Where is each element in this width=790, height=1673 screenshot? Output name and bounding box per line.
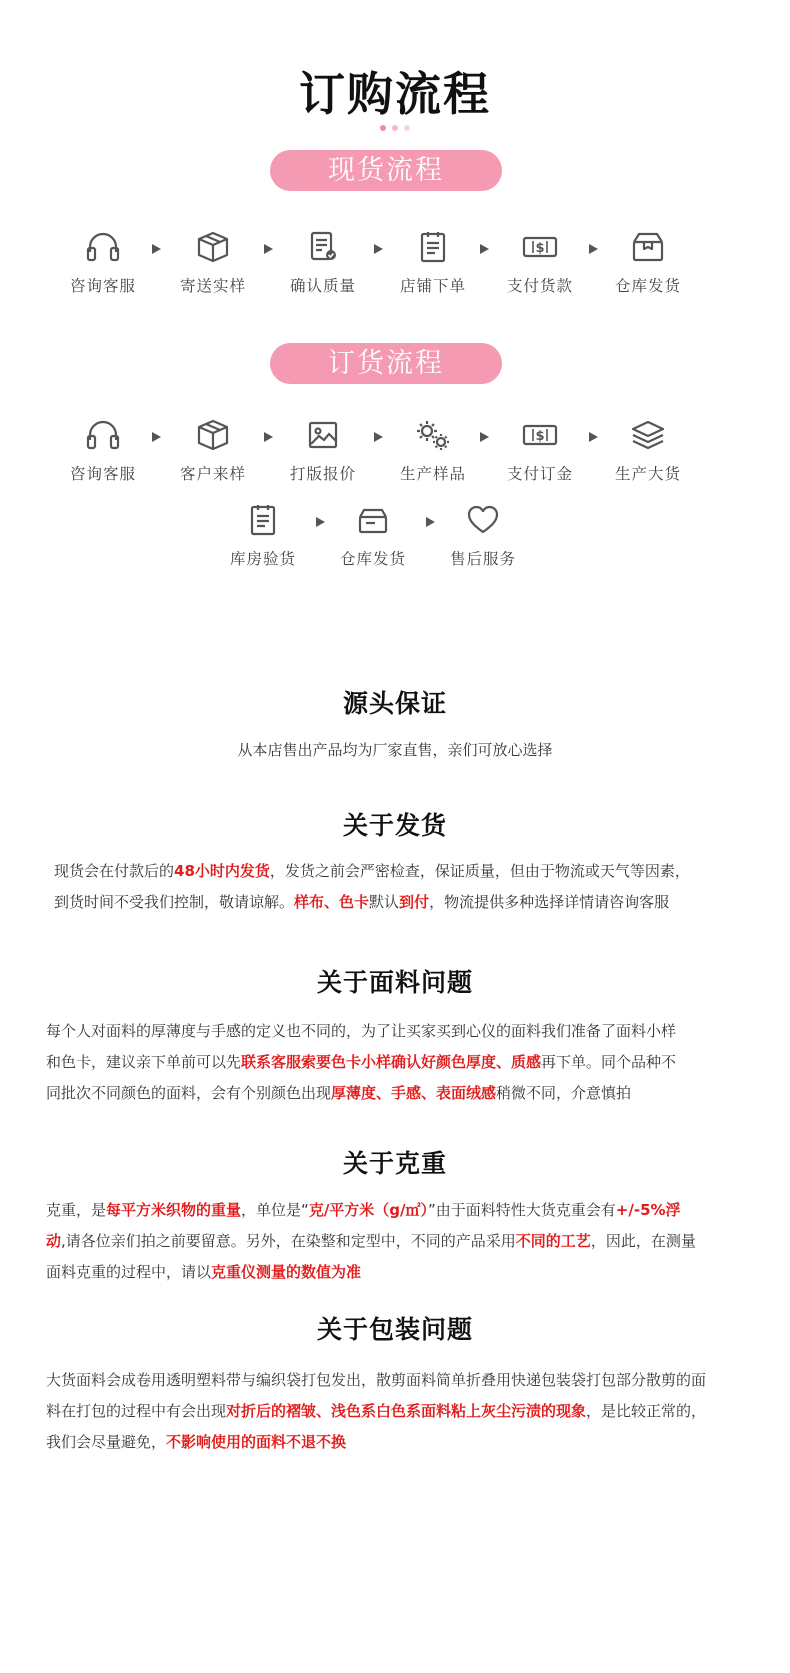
page-title: 订购流程 xyxy=(299,67,491,121)
svg-text:$: $ xyxy=(535,241,545,256)
highlight-text: 动 xyxy=(46,1232,62,1250)
headset-icon xyxy=(85,230,121,264)
order-flow-header: 订货流程 xyxy=(270,343,502,384)
highlight-text: 克重仪测量的数值为准 xyxy=(211,1263,362,1281)
text-run: 面料克重的过程中，请以 xyxy=(46,1263,212,1281)
paragraph-line xyxy=(46,1047,676,1078)
highlight-text: +/-5%浮 xyxy=(615,1201,681,1219)
stock-step-pay xyxy=(490,230,590,296)
text-run: 现货会在付款后的 xyxy=(54,862,175,880)
stock-step-ship xyxy=(598,230,698,296)
svg-text:$: $ xyxy=(535,429,545,444)
flow-arrow xyxy=(374,244,383,254)
stock-flow-header: 现货流程 xyxy=(270,150,502,191)
section-packing-title xyxy=(0,1310,790,1346)
flow-arrow xyxy=(480,244,489,254)
package-icon xyxy=(195,418,231,452)
heart-icon xyxy=(465,503,501,537)
section-fabric-text xyxy=(46,1016,676,1109)
order-step-client-sample xyxy=(163,418,263,484)
step-label: 寄送实样 xyxy=(179,277,246,295)
gears-icon xyxy=(413,418,453,452)
paragraph-line: 大货面料会成卷用透明塑料带与编织袋打包发出，散剪面料简单折叠用快递包装袋打包部分散剪的面 xyxy=(46,1371,707,1389)
text-run: 到货时间不受我们控制，敬请谅解。 xyxy=(54,893,295,911)
text-run: ,请各位亲们拍之前要留意。另外，在染整和定型中，不同的产品采用 xyxy=(61,1232,516,1250)
section-source-text xyxy=(0,735,790,766)
highlight-text: 对折后的褶皱、浅色系白色系面料粘上灰尘污渍的现象 xyxy=(226,1402,587,1420)
paragraph-line xyxy=(46,1195,696,1226)
text-run: ”由于面料特性大货克重会有 xyxy=(428,1201,616,1219)
checked-document-icon xyxy=(305,230,341,264)
section-title-text: 关于克重 xyxy=(342,1149,447,1178)
text-run: 默认 xyxy=(369,893,400,911)
section-shipping-title xyxy=(0,806,790,842)
highlight-text: 不同的工艺 xyxy=(515,1232,591,1250)
step-label: 仓库发货 xyxy=(614,277,681,295)
text-run: 克重，是 xyxy=(46,1201,107,1219)
highlight-text: 联系客服索要色卡小样确认好颜色厚度、质感 xyxy=(241,1053,542,1071)
text-run: ，是比较正常的， xyxy=(586,1402,707,1420)
step-label: 库房验货 xyxy=(229,550,296,568)
paragraph-line xyxy=(46,1396,706,1427)
order-step-produce-sample xyxy=(383,418,483,484)
step-label: 生产样品 xyxy=(399,465,466,483)
order-step-mass-production xyxy=(598,418,698,484)
section-source-title xyxy=(0,684,790,720)
text-run: 我们会尽量避免， xyxy=(46,1433,167,1451)
paragraph-line xyxy=(46,1427,706,1458)
image-icon xyxy=(305,418,341,452)
flow-arrow xyxy=(264,432,273,442)
stock-step-send-sample xyxy=(163,230,263,296)
step-label: 支付货款 xyxy=(506,277,573,295)
order-step-quote xyxy=(273,418,373,484)
text-run: 再下单。同个品种不 xyxy=(541,1053,677,1071)
section-title-text: 关于包装问题 xyxy=(316,1315,473,1344)
step-label: 售后服务 xyxy=(449,550,516,568)
step-label: 客户来样 xyxy=(179,465,246,483)
step-label: 咨询客服 xyxy=(69,465,136,483)
text-run: ，发货之前会严密检查，保证质量，但由于物流或天气等因素， xyxy=(269,862,690,880)
flow-arrow xyxy=(480,432,489,442)
section-weight-title xyxy=(0,1144,790,1180)
step-label: 支付订金 xyxy=(506,465,573,483)
highlight-text: 厚薄度、手感、表面绒感 xyxy=(331,1084,497,1102)
clipboard-icon xyxy=(415,230,451,264)
step-label: 打版报价 xyxy=(289,465,356,483)
section-fabric-title xyxy=(0,963,790,999)
paragraph-line xyxy=(54,856,690,887)
highlight-text: 48小时内发货 xyxy=(174,862,270,880)
flow-arrow xyxy=(152,432,161,442)
paragraph-line: 每个人对面料的厚薄度与手感的定义也不同的，为了让买家买到心仪的面料我们准备了面料小样 xyxy=(46,1022,677,1040)
step-label: 生产大货 xyxy=(614,465,681,483)
flow-arrow xyxy=(374,432,383,442)
paragraph-line xyxy=(54,887,690,918)
clipboard-icon xyxy=(245,503,281,537)
warehouse-box-icon xyxy=(355,503,391,537)
highlight-text: 不影响使用的面料不退不换 xyxy=(166,1433,347,1451)
order-step-deposit xyxy=(490,418,590,484)
text-run: 料在打包的过程中有会出现 xyxy=(46,1402,227,1420)
text-run: 同批次不同颜色的面料，会有个别颜色出现 xyxy=(46,1084,332,1102)
title-dots xyxy=(0,125,790,131)
text-run: ，因此，在测量 xyxy=(590,1232,696,1250)
step-label: 确认质量 xyxy=(289,277,356,295)
text-run: 和色卡，建议亲下单前可以先 xyxy=(46,1053,242,1071)
section-title-text: 关于发货 xyxy=(342,811,447,840)
flow-arrow xyxy=(264,244,273,254)
stock-step-confirm-quality xyxy=(273,230,373,296)
highlight-text: 到付 xyxy=(399,893,430,911)
order-step-after-sales xyxy=(433,503,533,569)
highlight-text: 样布、色卡 xyxy=(294,893,370,911)
order-step-inspect xyxy=(213,503,313,569)
money-icon xyxy=(520,230,560,264)
flow-arrow xyxy=(589,432,598,442)
flow-arrow xyxy=(589,244,598,254)
headset-icon xyxy=(85,418,121,452)
text-run: ，单位是“ xyxy=(241,1201,309,1219)
section-packing-text xyxy=(46,1365,706,1458)
section-weight-text xyxy=(46,1195,696,1288)
order-step-ship xyxy=(323,503,423,569)
text-run: 稍微不同，介意慎拍 xyxy=(496,1084,632,1102)
stock-step-consult xyxy=(53,230,153,296)
paragraph-line xyxy=(46,1226,696,1257)
stock-step-shop-order xyxy=(383,230,483,296)
paragraph-line: 从本店售出产品均为厂家直售，亲们可放心选择 xyxy=(237,741,553,759)
paragraph-line xyxy=(46,1078,676,1109)
text-run: ，物流提供多种选择详情请咨询客服 xyxy=(429,893,670,911)
section-shipping-text xyxy=(54,856,690,918)
section-title-text: 源头保证 xyxy=(342,689,447,718)
section-title-text: 关于面料问题 xyxy=(316,968,473,997)
warehouse-box-icon xyxy=(630,230,666,264)
step-label: 仓库发货 xyxy=(339,550,406,568)
order-step-consult xyxy=(53,418,153,484)
highlight-text: 克/平方米（g/㎡） xyxy=(308,1201,429,1219)
paragraph-line xyxy=(46,1257,696,1288)
step-label: 咨询客服 xyxy=(69,277,136,295)
layers-icon xyxy=(630,418,666,452)
money-icon xyxy=(520,418,560,452)
step-label: 店铺下单 xyxy=(399,277,466,295)
flow-arrow xyxy=(152,244,161,254)
package-icon xyxy=(195,230,231,264)
highlight-text: 每平方米织物的重量 xyxy=(106,1201,242,1219)
